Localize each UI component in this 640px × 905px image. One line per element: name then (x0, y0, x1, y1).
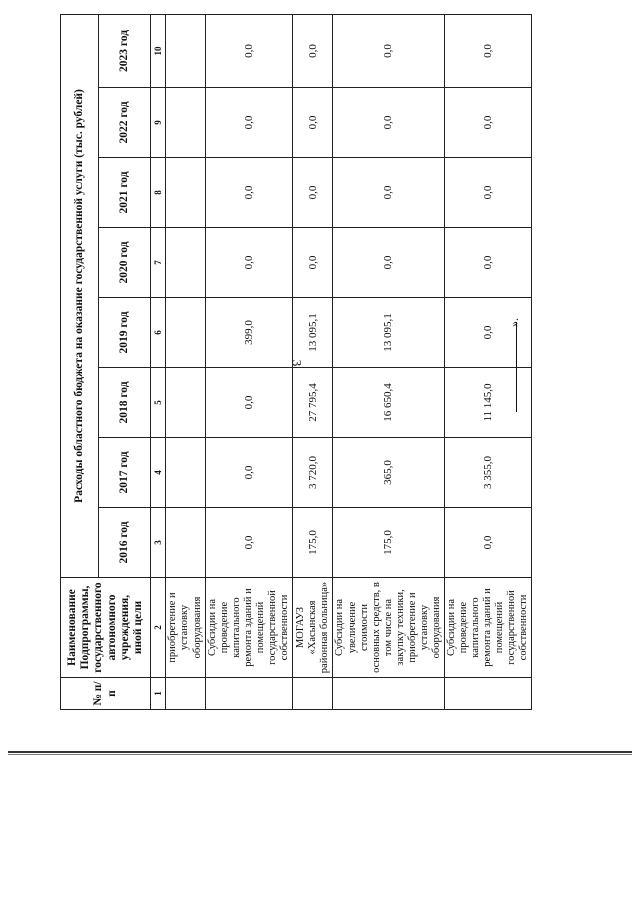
column-number: 2 (151, 578, 166, 678)
column-numbers-row (151, 14, 166, 709)
row-value: 0,0 (333, 228, 445, 298)
row-value: 27 795,4 (293, 368, 333, 438)
rotated-page-content (60, 15, 530, 710)
row-value: 0,0 (445, 88, 532, 158)
column-number: 9 (151, 88, 166, 158)
header-year: 2020 год (99, 228, 151, 298)
row-name: Субсидии на проведение капитального ремонта зданий и помещений государственной собственности (206, 578, 293, 678)
row-value: 13 095,1 (333, 298, 445, 368)
closing-underline (516, 322, 517, 412)
row-value: 0,0 (206, 508, 293, 578)
column-number: 6 (151, 298, 166, 368)
table-row (333, 14, 445, 709)
header-year: 2016 год (99, 508, 151, 578)
row-value: 13 095,1 (293, 298, 333, 368)
row-name: Субсидии на увеличение стоимости основных средств, в том числе на закупку техники, приобретение и установку оборудования (333, 578, 445, 678)
header-year: 2023 год (99, 14, 151, 87)
header-expenses: Расходы областного бюджета на оказание государственной услуги (тыс. рублей) (61, 14, 99, 577)
table-row (445, 14, 532, 709)
column-number: 3 (151, 508, 166, 578)
row-value: 0,0 (206, 228, 293, 298)
header-no: № п/п (61, 678, 151, 710)
row-value: 0,0 (206, 158, 293, 228)
header-year: 2022 год (99, 88, 151, 158)
page-divider-shadow (8, 754, 632, 755)
column-number: 4 (151, 438, 166, 508)
row-value: 0,0 (333, 14, 445, 87)
row-no (166, 678, 206, 710)
table-row (293, 14, 333, 709)
row-name: приобретение и установку оборудования (166, 578, 206, 678)
column-number: 1 (151, 678, 166, 710)
row-no (293, 678, 333, 710)
row-value (166, 438, 206, 508)
row-value: 0,0 (333, 158, 445, 228)
row-value: 0,0 (445, 298, 532, 368)
row-value: 0,0 (445, 508, 532, 578)
row-value: 11 145,0 (445, 368, 532, 438)
row-value: 0,0 (445, 158, 532, 228)
row-value (166, 298, 206, 368)
row-value: 0,0 (333, 88, 445, 158)
row-no (333, 678, 445, 710)
row-value: 0,0 (293, 228, 333, 298)
closing-mark: ». (507, 318, 521, 327)
row-value: 0,0 (206, 14, 293, 87)
row-value (166, 88, 206, 158)
row-value: 0,0 (206, 368, 293, 438)
table-row (206, 14, 293, 709)
column-number: 5 (151, 368, 166, 438)
row-value: 0,0 (206, 438, 293, 508)
row-value: 399,0 (206, 298, 293, 368)
row-value: 16 650,4 (333, 368, 445, 438)
row-value: 0,0 (445, 14, 532, 87)
row-value: 175,0 (293, 508, 333, 578)
header-year: 2021 год (99, 158, 151, 228)
table-row (166, 14, 206, 709)
row-no (206, 678, 293, 710)
row-name: МОГАУЗ «Хасынская районная больница» (293, 578, 333, 678)
expenses-table (60, 14, 532, 710)
row-value: 0,0 (445, 228, 532, 298)
row-value: 3 355,0 (445, 438, 532, 508)
row-value (166, 158, 206, 228)
header-year: 2019 год (99, 298, 151, 368)
row-value: 0,0 (293, 158, 333, 228)
header-name: Наименование Подпрограммы, государственного автономного учреждения, иной цели (61, 578, 151, 678)
row-value (166, 508, 206, 578)
header-year: 2018 год (99, 368, 151, 438)
page-number: 3 (289, 359, 305, 367)
column-number: 8 (151, 158, 166, 228)
row-value: 365,0 (333, 438, 445, 508)
row-value (166, 368, 206, 438)
column-number: 10 (151, 14, 166, 87)
row-value (166, 14, 206, 87)
row-value: 0,0 (293, 88, 333, 158)
row-name: Субсидии на проведение капитального ремонта зданий и помещений государственной собственности (445, 578, 532, 678)
column-number: 7 (151, 228, 166, 298)
row-value: 175,0 (333, 508, 445, 578)
page-divider (8, 751, 632, 753)
row-no (445, 678, 532, 710)
row-value: 0,0 (206, 88, 293, 158)
row-value: 3 720,0 (293, 438, 333, 508)
row-value (166, 228, 206, 298)
header-year: 2017 год (99, 438, 151, 508)
row-value: 0,0 (293, 14, 333, 87)
